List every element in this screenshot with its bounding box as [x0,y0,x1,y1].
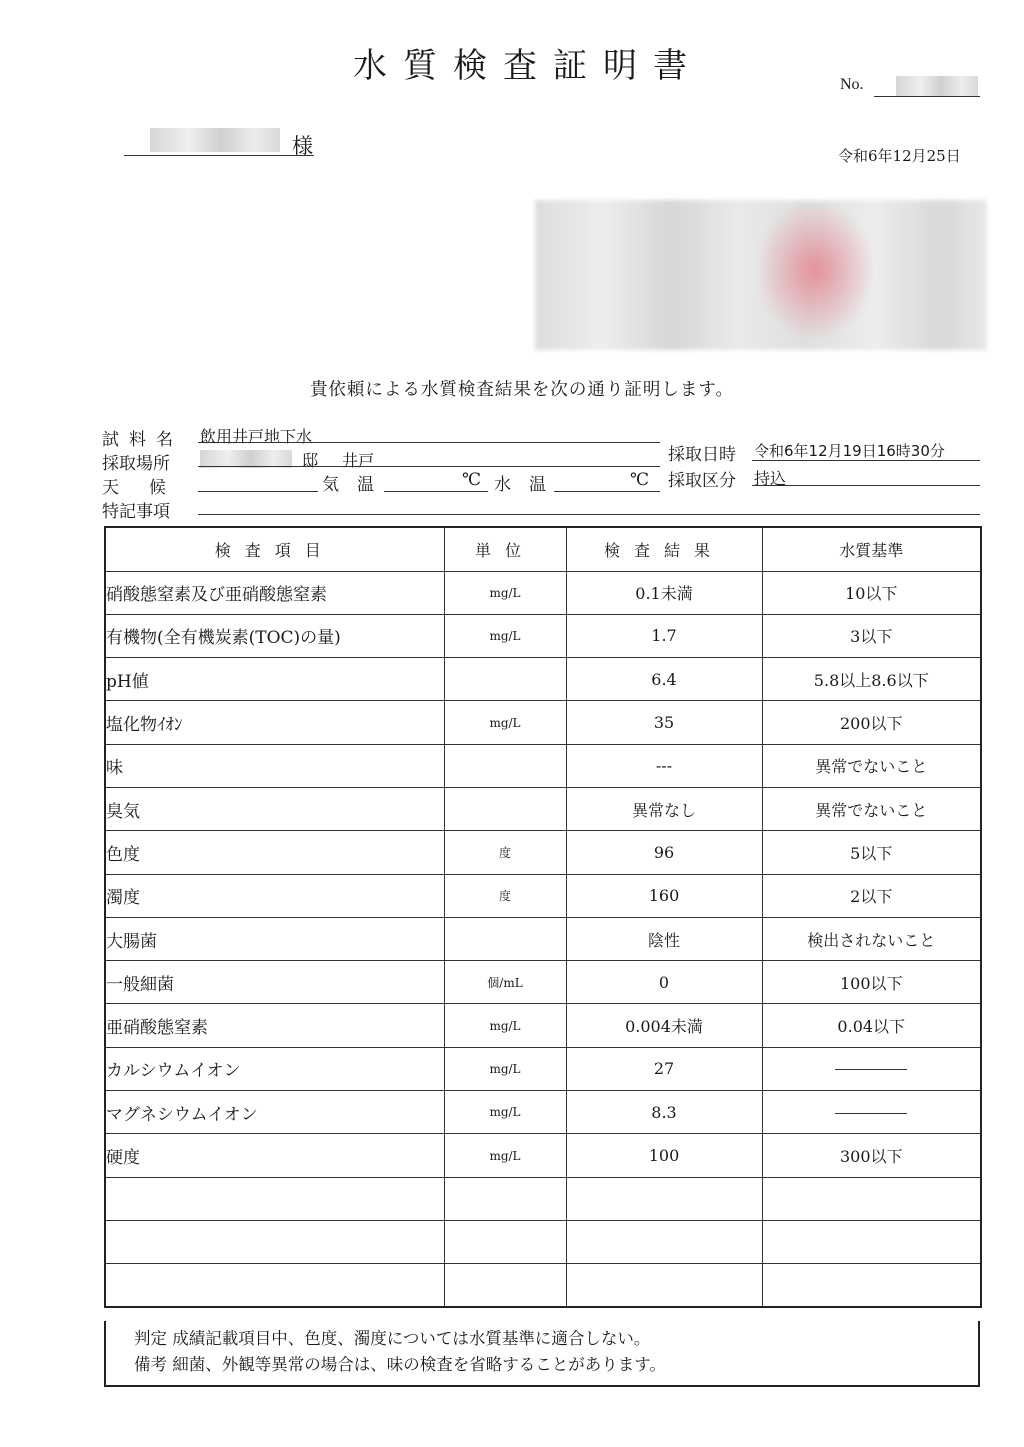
document-title: 水質検査証明書 [353,46,703,86]
row-item: 濁度 [105,874,444,917]
row-unit [444,744,566,787]
table-row [105,1134,981,1177]
row-standard: 300以下 [762,1134,981,1177]
row-standard: 5以下 [762,831,981,874]
notes-line [198,514,980,515]
no-standard-dash [835,1069,907,1070]
row-standard: 5.8以上8.6以下 [762,658,981,701]
sample-name-value: 飲用井戸地下水 [200,427,313,446]
row-result: 100 [566,1134,762,1177]
table-row [105,831,981,874]
empty-cell [105,1264,444,1307]
header-item: 検査項目 [105,527,444,571]
row-result: 96 [566,831,762,874]
judgment-text: 判定 成績記載項目中、色度、濁度については水質基準に適合しない。 [134,1329,651,1348]
certificate-number-label: No. [840,76,864,93]
row-unit [444,787,566,830]
row-unit [444,917,566,960]
sample-place-label: 採取場所 [102,454,170,474]
row-item: 大腸菌 [105,917,444,960]
row-result: 35 [566,701,762,744]
empty-cell [566,1177,762,1220]
row-standard: 2以下 [762,874,981,917]
empty-cell [444,1177,566,1220]
row-item: 亜硝酸態窒素 [105,1004,444,1047]
empty-cell [762,1264,981,1307]
sample-datetime-value: 令和6年12月19日16時30分 [754,442,945,460]
row-unit [444,658,566,701]
row-item: 塩化物ｲｵﾝ [105,701,444,744]
row-standard: 3以下 [762,614,981,657]
row-item: 色度 [105,831,444,874]
sample-datetime-label: 採取日時 [668,445,736,465]
weather-label: 天候 [102,478,196,498]
table-row [105,1047,981,1090]
row-unit: mg/L [444,571,566,614]
row-result: 160 [566,874,762,917]
sample-place-suffix: 邸 [302,451,319,470]
row-item: マグネシウムイオン [105,1091,444,1134]
table-row [105,744,981,787]
row-item: 一般細菌 [105,961,444,1004]
row-result: 27 [566,1047,762,1090]
row-standard: 0.04以下 [762,1004,981,1047]
remarks-text: 備考 細菌、外観等異常の場合は、味の検査を省略することがあります。 [134,1355,666,1374]
header-standard: 水質基準 [762,527,981,571]
row-unit: mg/L [444,1004,566,1047]
row-unit: 度 [444,831,566,874]
no-standard-dash [835,1113,907,1114]
sample-category-value: 持込 [754,469,787,488]
results-table [104,526,982,1308]
table-row-empty [105,1220,981,1263]
row-result: 0.1未満 [566,571,762,614]
table-row-empty [105,1177,981,1220]
row-result: 異常なし [566,787,762,830]
row-result: 6.4 [566,658,762,701]
air-temp-unit: ℃ [462,470,482,490]
row-unit: 個/mL [444,961,566,1004]
table-row [105,1091,981,1134]
row-result: 8.3 [566,1091,762,1134]
water-temp-unit: ℃ [630,470,650,490]
water-temp-line [554,491,660,492]
footer-box [104,1321,980,1387]
header-result: 検査結果 [566,527,762,571]
table-row [105,1004,981,1047]
recipient-name-redacted [150,128,280,152]
table-row [105,917,981,960]
header-unit: 単位 [444,527,566,571]
row-item: カルシウムイオン [105,1047,444,1090]
row-item: 味 [105,744,444,787]
row-result: --- [566,744,762,787]
row-result: 陰性 [566,917,762,960]
row-result: 1.7 [566,614,762,657]
row-unit: mg/L [444,701,566,744]
sample-place-value: 井戸 [342,451,375,470]
sample-category-label: 採取区分 [668,471,736,491]
sample-name-line [198,442,660,443]
row-unit: mg/L [444,1091,566,1134]
certificate-number-line [874,96,980,97]
table-row [105,961,981,1004]
intro-statement: 貴依頼による水質検査結果を次の通り証明します。 [309,380,735,400]
table-row-empty [105,1264,981,1307]
row-standard: 100以下 [762,961,981,1004]
sample-place-line [198,466,660,467]
air-temp-line [384,491,488,492]
table-header-row [105,527,981,571]
row-item: 有機物(全有機炭素(TOC)の量) [105,614,444,657]
empty-cell [566,1264,762,1307]
row-standard-none [762,1047,981,1090]
water-temp-label: 水温 [494,475,564,495]
empty-cell [762,1177,981,1220]
issue-date: 令和6年12月25日 [838,147,961,165]
empty-cell [566,1220,762,1263]
row-unit: mg/L [444,1134,566,1177]
row-item: 硬度 [105,1134,444,1177]
row-standard: 検出されないこと [762,917,981,960]
table-row [105,874,981,917]
recipient-suffix: 様 [292,134,313,158]
row-item: 硝酸態窒素及び亜硝酸態窒素 [105,571,444,614]
sample-category-line [752,485,980,486]
row-unit: mg/L [444,1047,566,1090]
air-temp-label: 気温 [322,475,392,495]
table-row [105,787,981,830]
weather-line [198,491,318,492]
empty-cell [105,1220,444,1263]
row-unit: 度 [444,874,566,917]
table-row [105,701,981,744]
issuer-stamp-redacted [535,200,987,350]
row-standard: 10以下 [762,571,981,614]
notes-label: 特記事項 [102,502,170,522]
empty-cell [444,1220,566,1263]
row-item: pH値 [105,658,444,701]
empty-cell [444,1264,566,1307]
row-standard: 異常でないこと [762,744,981,787]
recipient-name-line [124,155,314,156]
empty-cell [105,1177,444,1220]
row-standard: 200以下 [762,701,981,744]
row-standard: 異常でないこと [762,787,981,830]
row-standard-none [762,1091,981,1134]
table-row [105,571,981,614]
sample-datetime-line [752,460,980,461]
empty-cell [762,1220,981,1263]
table-row [105,614,981,657]
table-row [105,658,981,701]
certificate-number-redacted [896,76,978,96]
row-unit: mg/L [444,614,566,657]
row-result: 0.004未満 [566,1004,762,1047]
row-item: 臭気 [105,787,444,830]
sample-name-label: 試料名 [102,430,183,450]
row-result: 0 [566,961,762,1004]
